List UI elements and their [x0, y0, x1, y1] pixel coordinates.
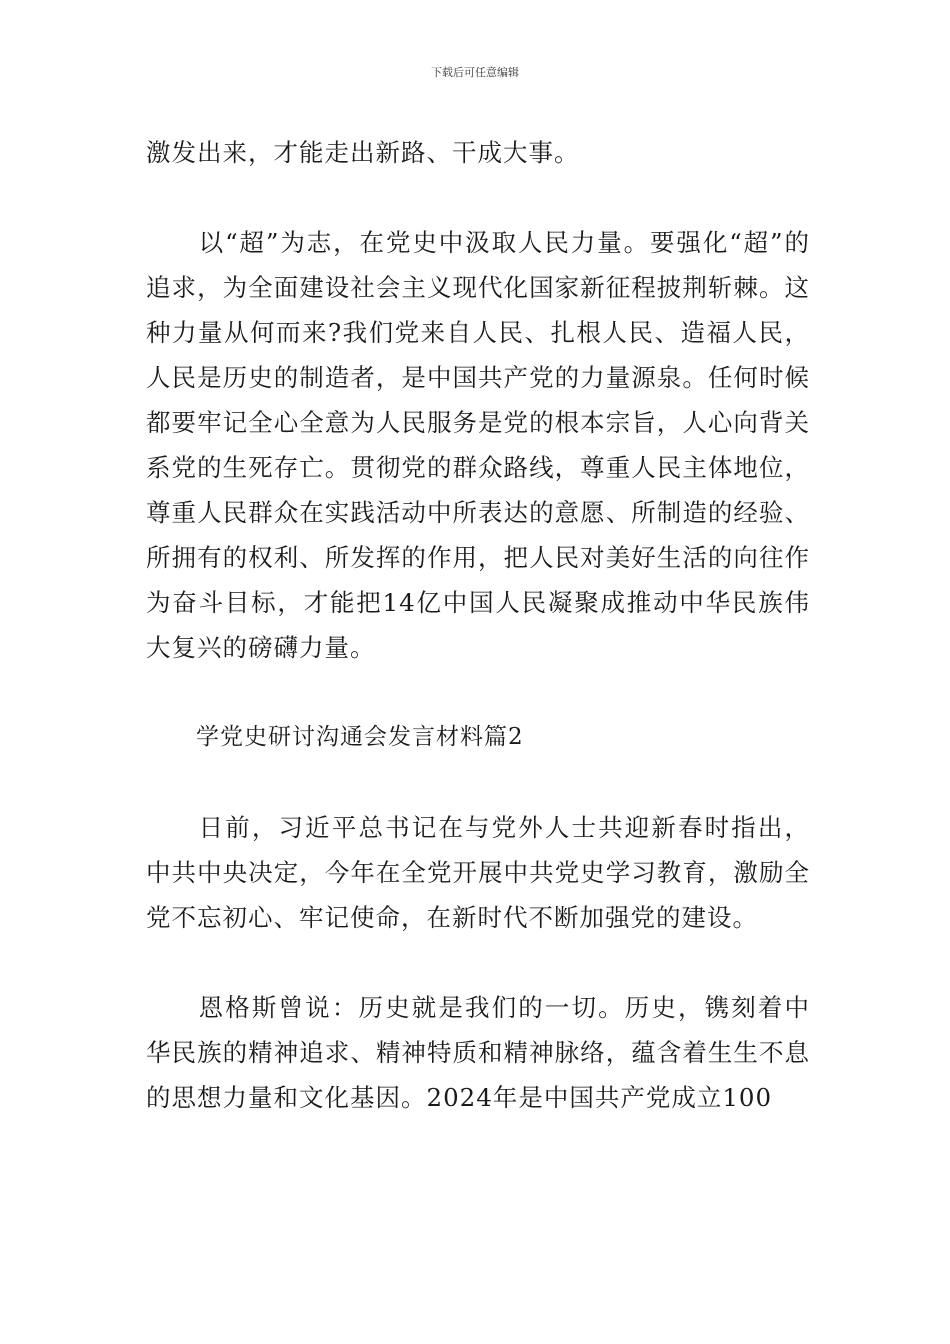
paragraph-continuation: 激发出来，才能走出新路、干成大事。	[146, 138, 580, 167]
paragraph-people-strength: 以“超”为志，在党史中汲取人民力量。要强化“超”的追求，为全面建设社会主义现代化国家新征程披荆斩棘。这种力量从何而来?我们党来自人民、扎根人民、造福人民，人民是历史的制造者，是中国共产党的力量源泉。任何时候都要牢记全心全意为人民服务是党的根本宗旨，人心向背关系党的生死存亡。贯彻党的群众路线，尊重人民主体地位，尊重人民群众在实践活动中所表达的意愿、所制造的经验、所拥有的权利、所发挥的作用，把人民对美好生活的向往作为奋斗目标，才能把14亿中国人民凝聚成推动中华民族伟大复兴的磅礴力量。	[146, 228, 810, 662]
paragraph-engels-quote: 恩格斯曾说：历史就是我们的一切。历史，镌刻着中华民族的精神追求、精神特质和精神脉络，蕴含着生生不息的思想力量和文化基因。2024年是中国共产党成立100	[146, 993, 810, 1112]
paragraph-party-history-education: 日前，习近平总书记在与党外人士共迎新春时指出，中共中央决定，今年在全党开展中共党史学习教育，激励全党不忘初心、牢记使命，在新时代不断加强党的建设。	[146, 813, 810, 932]
page-header: 下载后可任意编辑	[431, 66, 519, 79]
document-body	[146, 130, 810, 1120]
section-heading: 学党史研讨沟通会发言材料篇2	[196, 724, 524, 750]
